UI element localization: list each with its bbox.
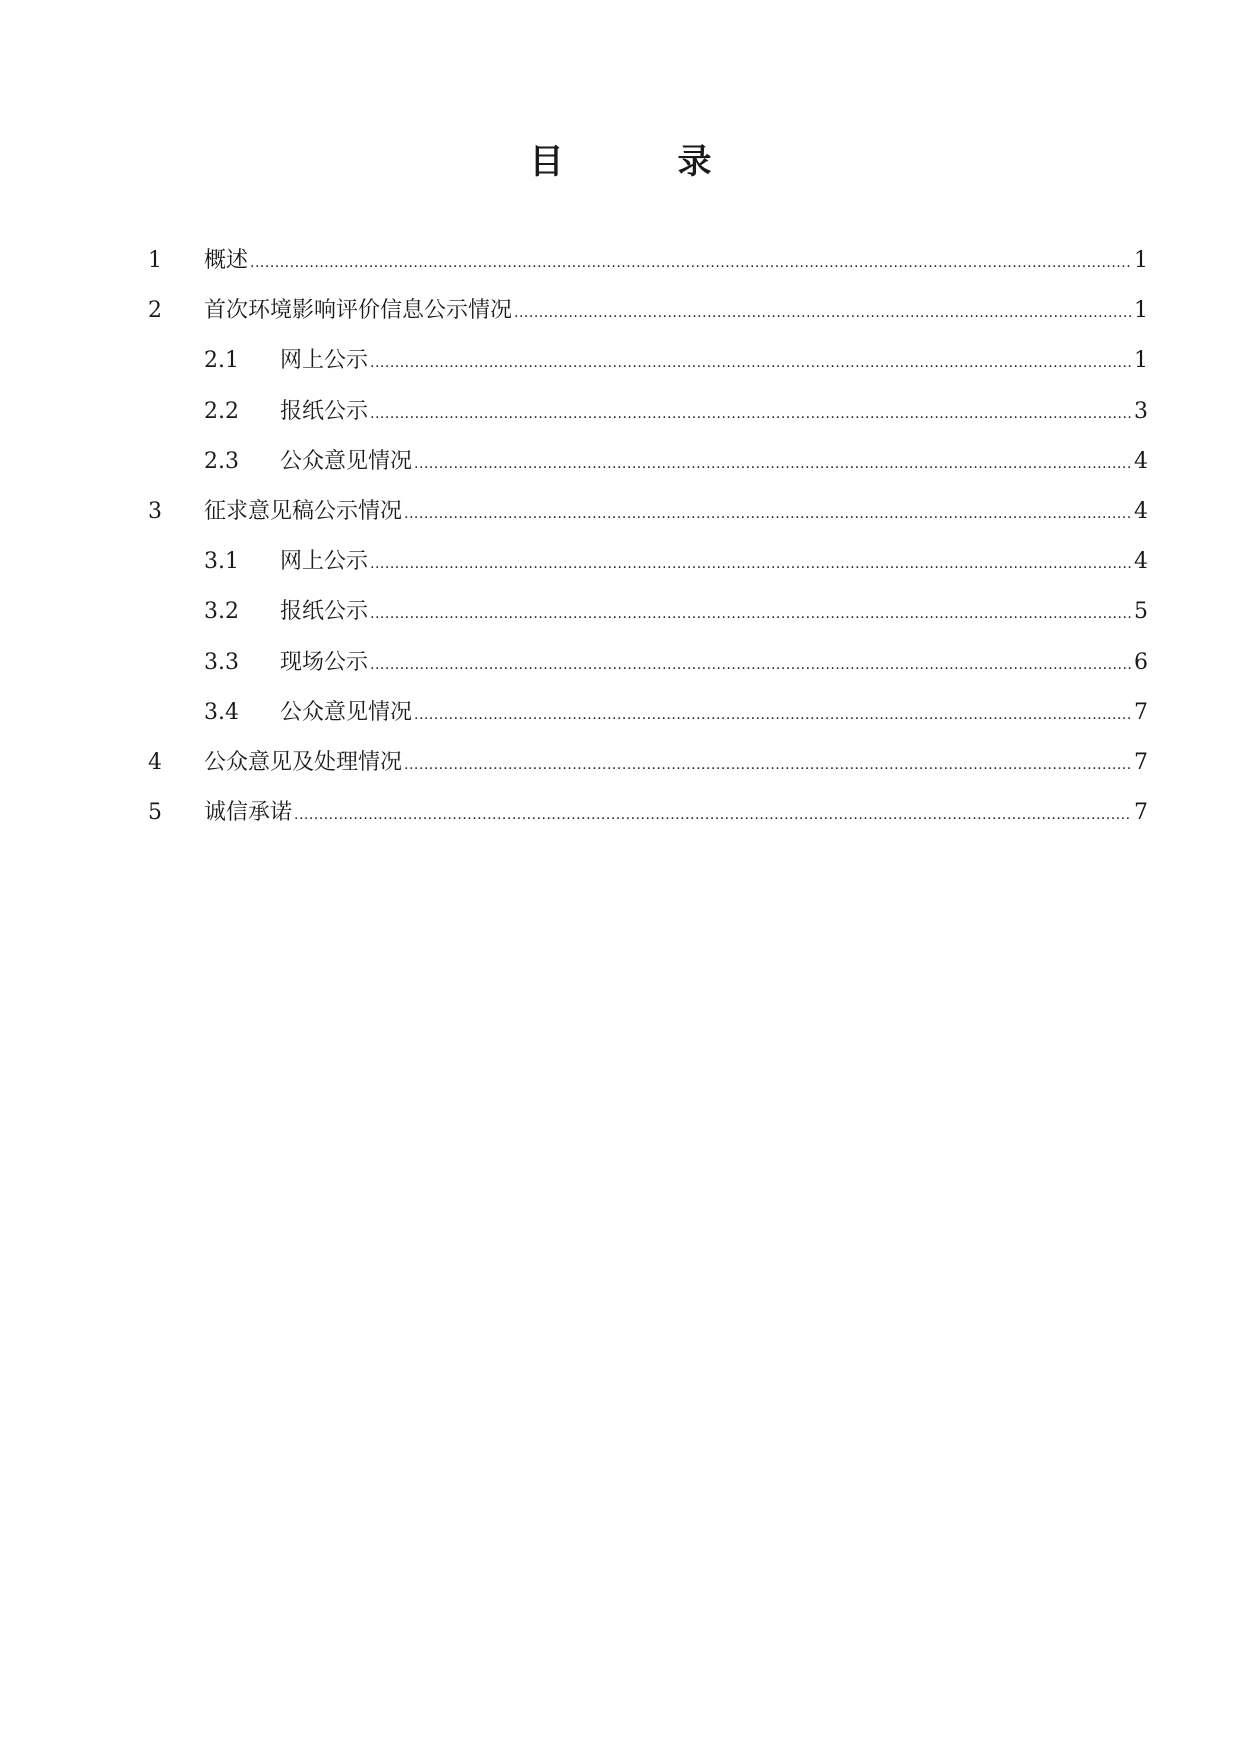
toc-entry-title: 现场公示: [280, 649, 369, 675]
toc-entry[interactable]: [148, 798, 1148, 848]
toc-entry-title: 概述: [204, 248, 249, 273]
toc-entry-page: 1: [1134, 298, 1148, 324]
toc-entry-number: 3.1: [204, 549, 239, 575]
toc-dot-leader: [414, 700, 1132, 730]
toc-entry-number: 2: [148, 298, 162, 324]
toc-entry-number: 2.2: [204, 398, 239, 424]
toc-entry-title: 报纸公示: [280, 398, 369, 424]
toc-entry-number: 3.2: [204, 599, 239, 625]
toc-entry-title: 公众意见情况: [280, 448, 413, 474]
toc-entry-title: 网上公示: [280, 348, 369, 374]
toc-entry-number: 3.3: [204, 649, 239, 675]
toc-entry-page: 6: [1134, 649, 1148, 675]
toc-dot-leader: [414, 449, 1132, 479]
toc-entry-number: 5: [148, 800, 162, 826]
toc-entry-page: 4: [1134, 549, 1148, 575]
toc-dot-leader: [370, 599, 1132, 629]
toc-entry[interactable]: [148, 748, 1148, 798]
toc-dot-leader: [370, 399, 1132, 429]
toc-entry[interactable]: [148, 497, 1148, 547]
toc-entry-page: 3: [1134, 398, 1148, 424]
toc-subentry[interactable]: [148, 447, 1148, 497]
page-title: 目 录: [529, 142, 752, 182]
toc-entry-page: 5: [1134, 599, 1148, 625]
toc-entry-title: 公众意见情况: [280, 699, 413, 725]
toc-entry-title: 首次环境影响评价信息公示情况: [204, 298, 513, 324]
toc-dot-leader: [404, 750, 1132, 780]
toc-dot-leader: [404, 499, 1132, 529]
toc-entry-number: 3: [148, 498, 162, 524]
toc-dot-leader: [514, 298, 1132, 328]
toc-entry-title: 诚信承诺: [204, 800, 293, 826]
table-of-contents: [148, 246, 1148, 848]
toc-subentry[interactable]: [148, 397, 1148, 447]
toc-entry-page: 1: [1134, 248, 1148, 273]
toc-entry-title: 公众意见及处理情况: [204, 749, 403, 775]
toc-entry-number: 2.1: [204, 348, 239, 374]
toc-entry-title: 征求意见稿公示情况: [204, 498, 403, 524]
toc-subentry[interactable]: [148, 648, 1148, 698]
toc-entry-page: 4: [1134, 448, 1148, 474]
toc-entry-page: 1: [1134, 348, 1148, 374]
toc-entry-page: 7: [1134, 749, 1148, 775]
toc-entry[interactable]: [148, 296, 1148, 346]
toc-entry-title: 网上公示: [280, 549, 369, 575]
toc-dot-leader: [294, 800, 1132, 830]
toc-entry-number: 1: [148, 248, 162, 273]
toc-entry-number: 3.4: [204, 699, 239, 725]
toc-entry-title: 报纸公示: [280, 599, 369, 625]
toc-dot-leader: [250, 248, 1132, 278]
toc-entry-page: 4: [1134, 498, 1148, 524]
toc-subentry[interactable]: [148, 698, 1148, 748]
toc-subentry[interactable]: [148, 547, 1148, 597]
toc-dot-leader: [370, 348, 1132, 378]
toc-dot-leader: [370, 650, 1132, 680]
toc-entry-page: 7: [1134, 800, 1148, 826]
toc-entry-number: 4: [148, 749, 162, 775]
toc-subentry[interactable]: [148, 597, 1148, 647]
toc-entry-number: 2.3: [204, 448, 239, 474]
toc-subentry[interactable]: [148, 346, 1148, 396]
toc-entry[interactable]: [148, 246, 1148, 296]
toc-dot-leader: [370, 549, 1132, 579]
toc-entry-page: 7: [1134, 699, 1148, 725]
